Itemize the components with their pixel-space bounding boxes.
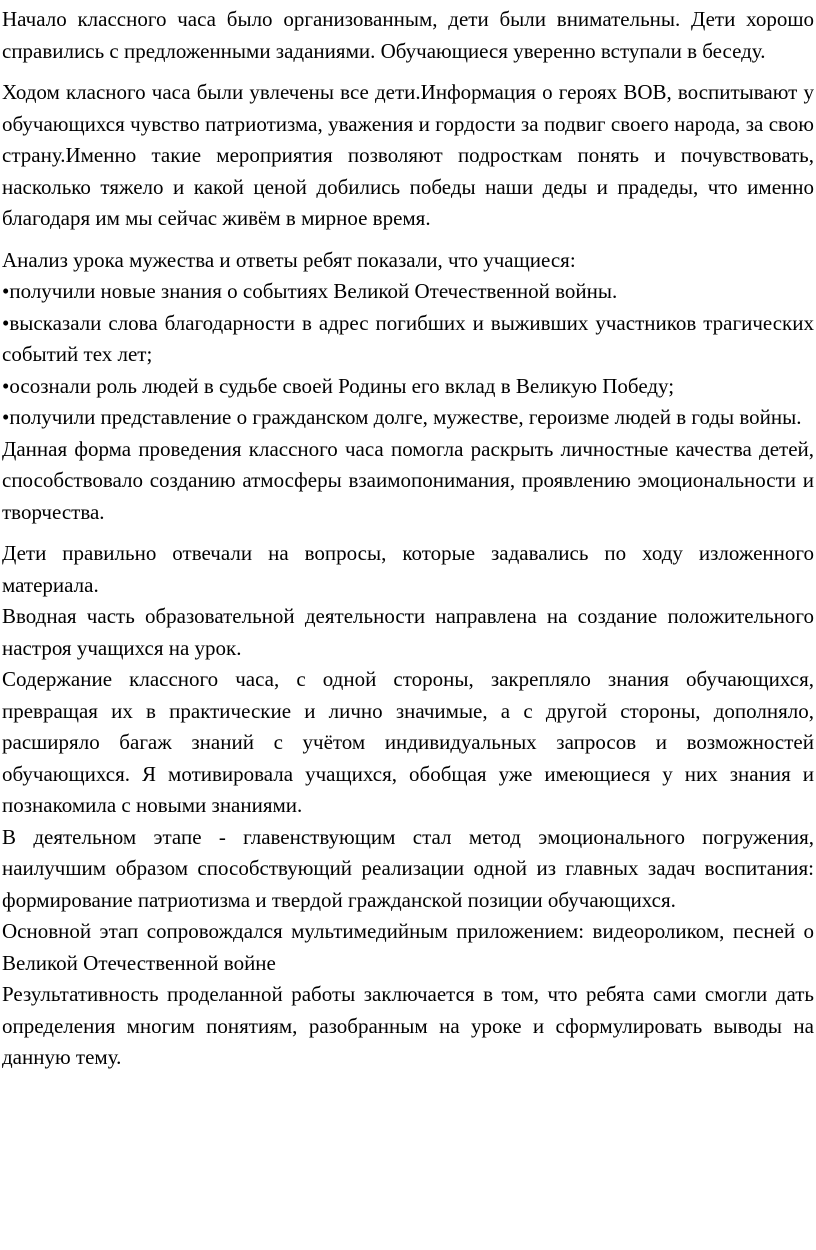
bullet-item: •осознали роль людей в судьбе своей Родины его вклад в Великую Победу; [2,373,675,398]
paragraph-form: Данная форма проведения классного часа помогла раскрыть личностные качества детей, способствовало созданию атмосферы взаимопонимания, проявлению эмоциональности и творчества. [2,436,814,524]
paragraph-results: Результативность проделанной работы заключается в том, что ребята сами смогли дать определения многим понятиям, разобранным на уроке и сформулировать выводы на данную тему. [2,982,814,1069]
paragraph-main-stage: Основной этап сопровождался мультимедийным приложением: видеороликом, песней о Великой Отечественной войне [2,919,814,975]
bullet-item: •высказали слова благодарности в адрес погибших и выживших участников трагических событий тех лет; [2,310,814,366]
bullet-item: •получили представление о гражданском долге, мужестве, героизме людей в годы войны. [2,405,802,429]
paragraph-analysis-intro: Анализ урока мужества и ответы ребят показали, что учащиеся: [2,247,576,272]
paragraph-content: Содержание классного часа, с одной стороны, закрепляло знания обучающихся, превращая их в практические и лично значимые, а с другой стороны, дополняло, расширяло багаж знаний с учётом индивидуальных запросов и возможностей обучающихся. Я мотивировала учащихся, обобщая уже имеющиеся у них знания и познакомила с новыми знаниями. [2,667,814,817]
paragraph-intro-part: Вводная часть образовательной деятельности направлена на создание положительного настроя учащихся на урок. [2,604,814,660]
paragraph-answers: Дети правильно отвечали на вопросы, которые задавались по ходу изложенного материала. [2,541,814,597]
paragraph-opening: Начало классного часа было организованным, дети были внимательны. Дети хорошо справились с предложенными заданиями. Обучающиеся уверенно вступали в беседу. [2,7,814,63]
paragraph-activity-stage: В деятельном этапе - главенствующим стал метод эмоционального погружения, наилучшим образом способствующий реализации одной из главных задач воспитания: формирование патриотизма и твердой гражданской позиции обучающихся. [2,824,814,912]
bullet-item: •получили новые знания о событиях Великой Отечественной войны. [2,279,618,303]
paragraph-engagement: Ходом класного часа были увлечены все дети.Информация о героях ВОВ, воспитывают у обучающихся чувство патриотизма, уважения и гордости за подвиг своего народа, за свою страну.Именно такие мероприятия позволяют подросткам понять и почувствовать, насколько тяжело и какой ценой добились победы наши деды и прадеды, что именно благодаря им мы сейчас живём в мирное время. [2,80,814,230]
